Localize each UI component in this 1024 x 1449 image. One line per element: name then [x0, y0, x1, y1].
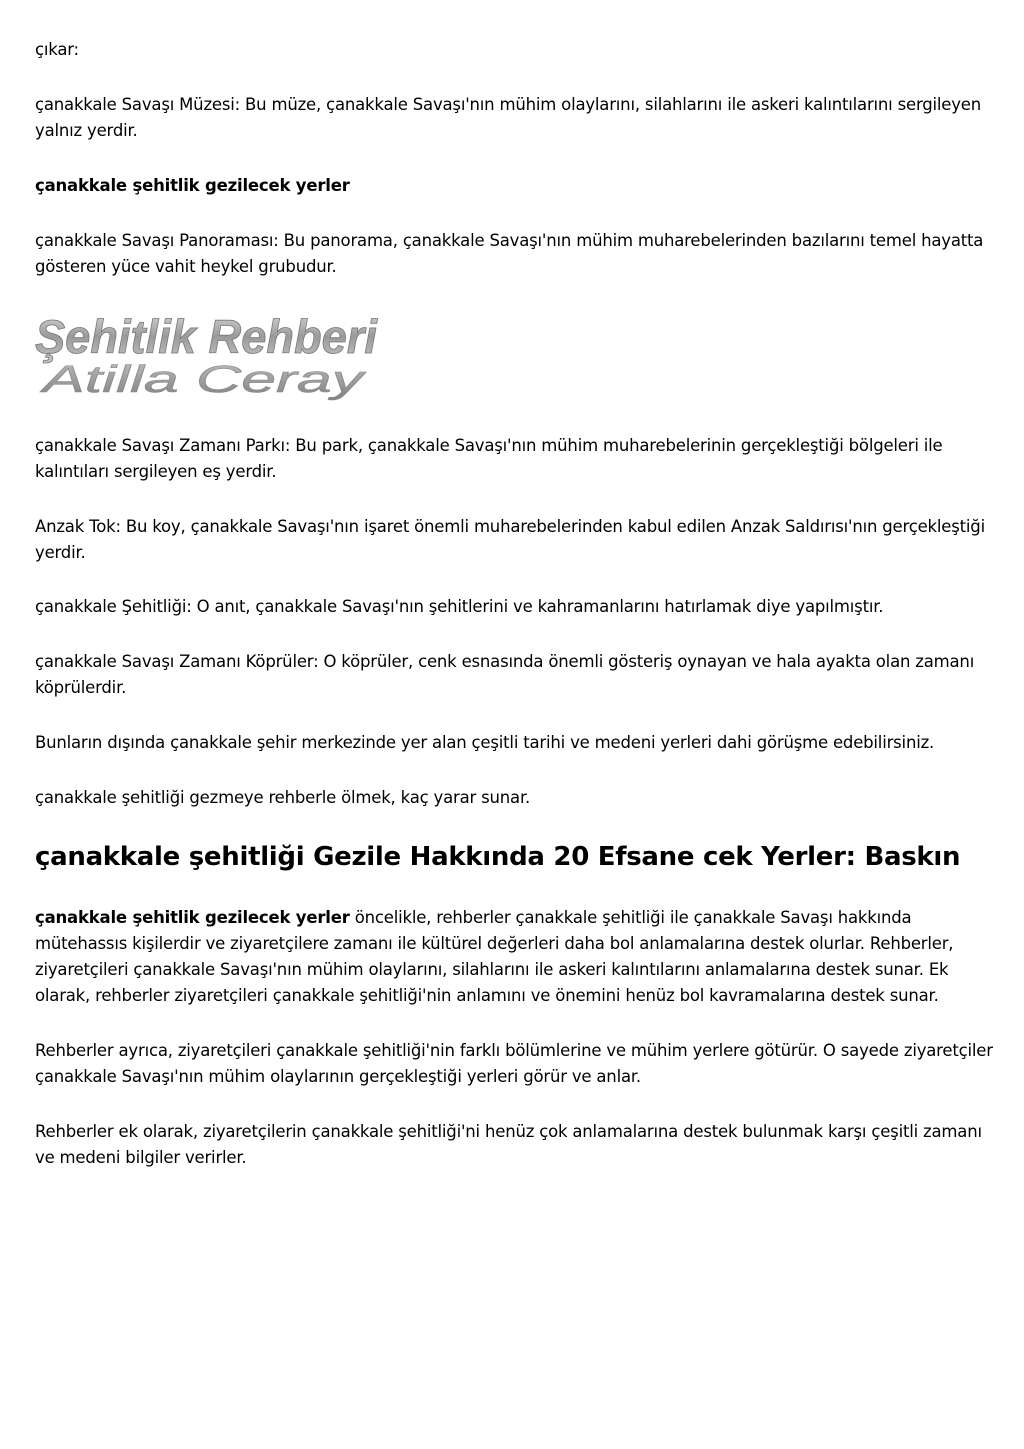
- logo-subtitle: Atilla Ceray: [39, 359, 367, 401]
- panorama-paragraph: çanakkale Savaşı Panoraması: Bu panorama, çanakkale Savaşı'nın mühim muharebelerinden bazılarını temel hayatta gösteren yüce vahit heykel grubudur.: [35, 231, 984, 276]
- logo-title: Şehitlik Rehberi: [35, 310, 378, 363]
- logo-graphic: [33, 308, 383, 408]
- guides-paragraph-1-text: öncelikle, rehberler çanakkale şehitliği ile çanakkale Savaşı hakkında mütehassıs kişilerdir ve ziyaretçilere zamanı ile kültürel değerleri daha bol anlamalarına destek olurlar. Rehberler, ziyaretçileri çanakkale Savaşı'nın mühim olaylarını, silahlarını ile askeri kalıntılarını anlamalarına destek sunar. Ek olarak, rehberler ziyaretçileri çanakkale şehitliği'nin anlamını ve önemini henüz bol kavramalarına destek sunar.: [35, 908, 954, 1005]
- museum-paragraph: çanakkale Savaşı Müzesi: Bu müze, çanakkale Savaşı'nın mühim olaylarını, silahlarını ile askeri kalıntılarını sergileyen yalnız yerdir.: [35, 95, 982, 140]
- guides-paragraph-2: Rehberler ayrıca, ziyaretçileri çanakkale şehitliği'nin farklı bölümlerine ve mühim yerlere götürür. O sayede ziyaretçiler çanakkale Savaşı'nın mühim olaylarının gerçekleştiği yerleri görür ve anlar.: [35, 1041, 993, 1086]
- other-places-paragraph: Bunların dışında çanakkale şehir merkezinde yer alan çeşitli tarihi ve medeni yerleri dahi görüşme edebilirsiniz.: [35, 733, 935, 752]
- sehitlik-paragraph: çanakkale Şehitliği: O anıt, çanakkale Savaşı'nın şehitlerini ve kahramanlarını hatırlamak diye yapılmıştır.: [35, 597, 884, 616]
- guides-paragraph-3: Rehberler ek olarak, ziyaretçilerin çanakkale şehitliği'ni henüz çok anlamalarına destek bulunmak karşı çeşitli zamanı ve medeni bilgiler verirler.: [35, 1122, 982, 1167]
- park-paragraph: çanakkale Savaşı Zamanı Parkı: Bu park, çanakkale Savaşı'nın mühim muharebelerinin gerçekleştiği bölgeleri ile kalıntıları sergileyen eş yerdir.: [35, 436, 943, 481]
- intro-text: çıkar:: [35, 40, 79, 59]
- guide-benefit-paragraph: çanakkale şehitliği gezmeye rehberle ölmek, kaç yarar sunar.: [35, 788, 531, 807]
- anzak-paragraph: Anzak Tok: Bu koy, çanakkale Savaşı'nın işaret önemli muharebelerinden kabul edilen Anzak Saldırısı'nın gerçekleştiği yerdir.: [35, 517, 985, 562]
- bridges-paragraph: çanakkale Savaşı Zamanı Köprüler: O köprüler, cenk esnasında önemli gösteriş oynayan ve hala ayakta olan zamanı köprülerdir.: [35, 652, 975, 697]
- sehitlik-rehberi-logo: [33, 308, 383, 408]
- section-heading: çanakkale şehitliği Gezile Hakkında 20 Efsane cek Yerler: Baskın: [35, 842, 961, 872]
- bold-keyword-line: çanakkale şehitlik gezilecek yerler: [35, 176, 350, 195]
- keyword-bold: çanakkale şehitlik gezilecek yerler: [35, 908, 350, 927]
- guides-paragraph-1: [35, 905, 995, 1009]
